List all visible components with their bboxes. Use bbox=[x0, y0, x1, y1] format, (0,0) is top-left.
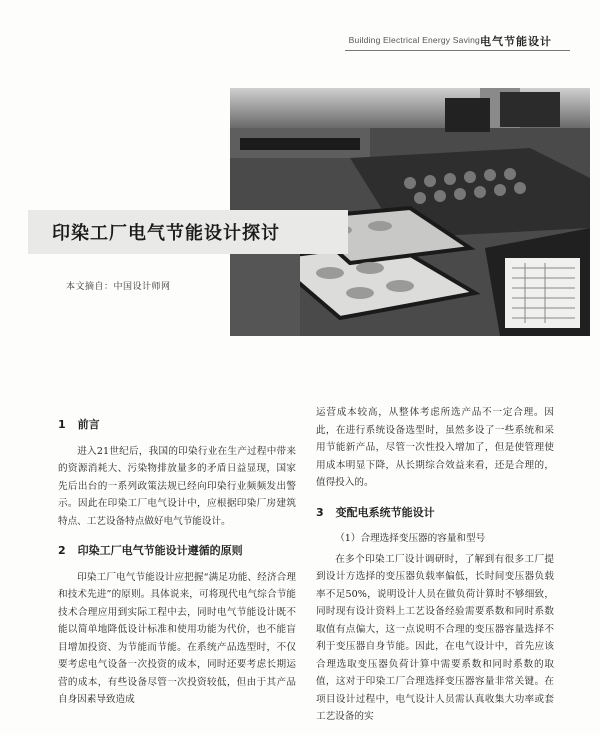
article-byline: 本文摘自：中国设计师网 bbox=[66, 282, 171, 292]
left-column bbox=[58, 408, 296, 709]
paragraph: 在多个印染工厂设计调研时，了解到有很多工厂提到设计方选择的变压器负载率偏低，长时间变压器负载率不足50%，说明设计人员在做负荷计算时不够细致，同时现有设计资料上工艺设备经验需要系数和同时系数取值有点偏大，这一点说明不合理的变压器容量选择不利于变压器自身节能。因此，在电气设计中，首先应该合理选取变压器负荷计算中需要系数和同时系数的取值，这对于印染工厂合理选择变压器容量非常关键。在项目设计过程中，电气设计人员需认真收集大功率或套工艺设备的实 bbox=[316, 553, 554, 722]
section-number: 3 bbox=[316, 505, 324, 519]
section-number: 2 bbox=[58, 544, 66, 557]
section-number: 1 bbox=[58, 418, 66, 431]
article-title: 印染工厂电气节能设计探讨 bbox=[52, 223, 280, 244]
section-heading bbox=[58, 416, 296, 434]
right-column bbox=[316, 404, 554, 726]
section-heading bbox=[316, 504, 554, 522]
paragraph: 进入21世纪后，我国的印染行业在生产过程中带来的资源消耗大、污染物排放量多的矛盾日益显现，国家先后出台的一系列政策法规已经向印染行业频频发出警示。因此在印染工厂电气设计中，应根据印染厂房建筑特点、工艺设备特点做好电气节能设计。 bbox=[58, 445, 296, 527]
section-heading bbox=[58, 542, 296, 560]
header-chinese-title: 电气节能设计 bbox=[480, 35, 552, 48]
header-rule bbox=[345, 50, 570, 51]
section-title: 变配电系统节能设计 bbox=[335, 505, 435, 519]
running-header bbox=[0, 34, 600, 50]
paragraph: 印染工厂电气节能设计应把握“满足功能、经济合理和技术先进”的原则。具体说来，可将现代电气综合节能技术合理应用到实际工程中去，同时电气节能设计既不能以简单地降低设计标准和使用功能为代价，也不能盲目增加投资、为节能而节能。在系统产品选型时，不仅要考虑电气设备一次投资的成本，同时还要考虑长期运营的成本，有些设备尽管一次投资较低，但由于其产品自身因素导致造成 bbox=[58, 571, 296, 705]
paragraph-continuation: 运营成本较高，从整体考虑所选产品不一定合理。因此，在进行系统设备选型时，虽然多设了一些系统和采用节能新产品，尽管一次性投入增加了，但是使管理使用成本明显下降，从长期综合效益来看，还是合理的，值得投入的。 bbox=[316, 407, 554, 488]
header-english-title: Building Electrical Energy Saving bbox=[348, 35, 480, 45]
subsection-heading: （1）合理选择变压器的容量和型号 bbox=[335, 533, 486, 544]
section-title: 印染工厂电气节能设计遵循的原则 bbox=[77, 544, 243, 557]
section-title: 前言 bbox=[77, 418, 100, 431]
